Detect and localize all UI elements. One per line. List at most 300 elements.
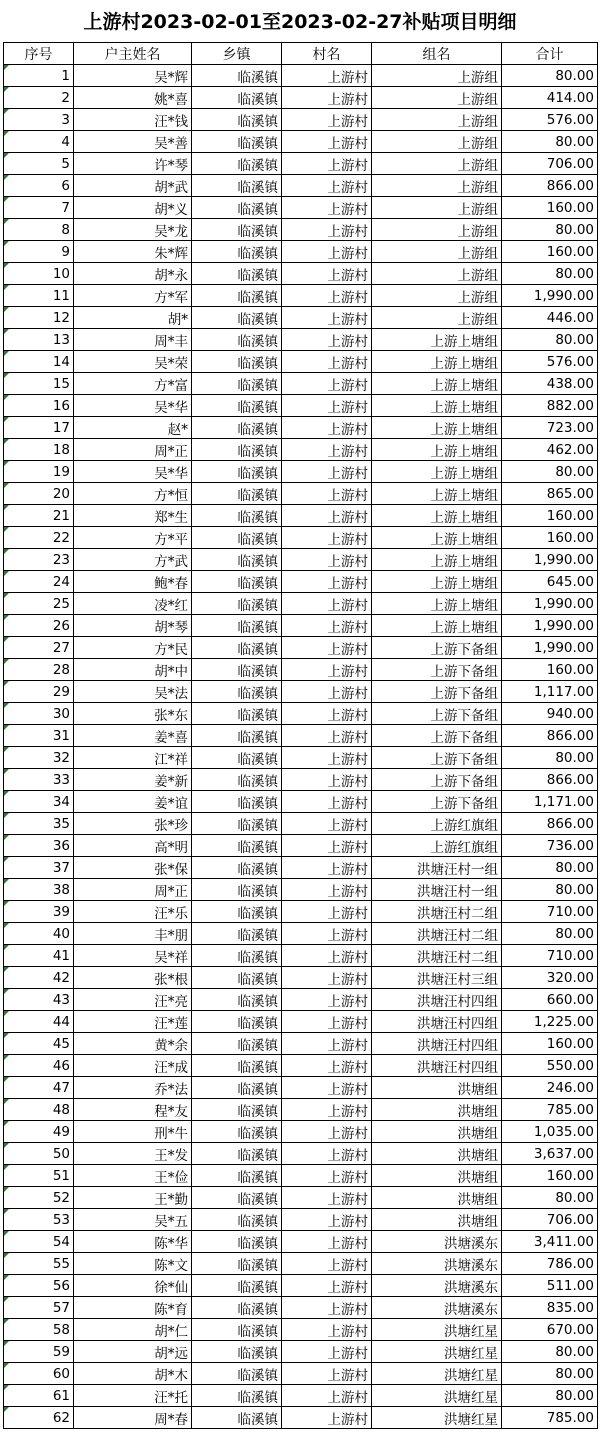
town-cell: 临溪镇: [192, 1341, 282, 1363]
village-cell: 上游村: [282, 879, 372, 901]
town-cell: 临溪镇: [192, 1385, 282, 1407]
householder-name-cell: 吴*五: [74, 1209, 192, 1231]
total-cell: 835.00: [502, 1297, 598, 1319]
table-row: [4, 1033, 598, 1055]
group-cell: 洪塘汪村四组: [372, 1033, 502, 1055]
householder-name-cell: 张*东: [74, 703, 192, 725]
table-row: [4, 1231, 598, 1253]
table-row: [4, 1385, 598, 1407]
village-cell: 上游村: [282, 65, 372, 87]
group-cell: 洪塘溪东: [372, 1253, 502, 1275]
table-row: [4, 219, 598, 241]
householder-name-cell: 陈*育: [74, 1297, 192, 1319]
town-cell: 临溪镇: [192, 1209, 282, 1231]
total-cell: 1,990.00: [502, 549, 598, 571]
row-index-cell: 46: [4, 1055, 74, 1077]
row-index-cell: 4: [4, 131, 74, 153]
total-cell: 645.00: [502, 571, 598, 593]
group-cell: 上游上塘组: [372, 395, 502, 417]
header-total: 合计: [502, 43, 598, 65]
village-cell: 上游村: [282, 197, 372, 219]
village-cell: 上游村: [282, 725, 372, 747]
group-cell: 上游红旗组: [372, 835, 502, 857]
householder-name-cell: 汪*乐: [74, 901, 192, 923]
table-row: [4, 1407, 598, 1429]
total-cell: 866.00: [502, 813, 598, 835]
table-row: [4, 571, 598, 593]
village-cell: 上游村: [282, 527, 372, 549]
group-cell: 洪塘溪东: [372, 1231, 502, 1253]
row-index-cell: 28: [4, 659, 74, 681]
total-cell: 3,637.00: [502, 1143, 598, 1165]
village-cell: 上游村: [282, 505, 372, 527]
row-index-cell: 23: [4, 549, 74, 571]
table-row: [4, 989, 598, 1011]
group-cell: 洪塘汪村二组: [372, 901, 502, 923]
town-cell: 临溪镇: [192, 549, 282, 571]
total-cell: 446.00: [502, 307, 598, 329]
village-cell: 上游村: [282, 681, 372, 703]
total-cell: 80.00: [502, 747, 598, 769]
householder-name-cell: 刑*牛: [74, 1121, 192, 1143]
group-cell: 上游组: [372, 263, 502, 285]
group-cell: 上游上塘组: [372, 527, 502, 549]
total-cell: 1,225.00: [502, 1011, 598, 1033]
group-cell: 洪塘汪村四组: [372, 1011, 502, 1033]
total-cell: 80.00: [502, 857, 598, 879]
table-row: [4, 967, 598, 989]
householder-name-cell: 周*丰: [74, 329, 192, 351]
table-row: [4, 175, 598, 197]
village-cell: 上游村: [282, 373, 372, 395]
town-cell: 临溪镇: [192, 1319, 282, 1341]
group-cell: 上游上塘组: [372, 439, 502, 461]
total-cell: 706.00: [502, 153, 598, 175]
town-cell: 临溪镇: [192, 703, 282, 725]
town-cell: 临溪镇: [192, 1363, 282, 1385]
village-cell: 上游村: [282, 549, 372, 571]
town-cell: 临溪镇: [192, 1055, 282, 1077]
table-row: [4, 351, 598, 373]
town-cell: 临溪镇: [192, 527, 282, 549]
total-cell: 80.00: [502, 879, 598, 901]
village-cell: 上游村: [282, 593, 372, 615]
total-cell: 1,990.00: [502, 593, 598, 615]
householder-name-cell: 姜*谊: [74, 791, 192, 813]
town-cell: 临溪镇: [192, 197, 282, 219]
town-cell: 临溪镇: [192, 219, 282, 241]
village-cell: 上游村: [282, 285, 372, 307]
group-cell: 上游下备组: [372, 681, 502, 703]
row-index-cell: 45: [4, 1033, 74, 1055]
town-cell: 临溪镇: [192, 153, 282, 175]
total-cell: 550.00: [502, 1055, 598, 1077]
table-row: [4, 439, 598, 461]
group-cell: 上游组: [372, 175, 502, 197]
village-cell: 上游村: [282, 263, 372, 285]
householder-name-cell: 周*春: [74, 1407, 192, 1429]
row-index-cell: 58: [4, 1319, 74, 1341]
total-cell: 1,117.00: [502, 681, 598, 703]
table-row: [4, 417, 598, 439]
row-index-cell: 20: [4, 483, 74, 505]
householder-name-cell: 鲍*春: [74, 571, 192, 593]
total-cell: 80.00: [502, 1363, 598, 1385]
row-index-cell: 55: [4, 1253, 74, 1275]
total-cell: 462.00: [502, 439, 598, 461]
village-cell: 上游村: [282, 1143, 372, 1165]
town-cell: 临溪镇: [192, 1187, 282, 1209]
town-cell: 临溪镇: [192, 835, 282, 857]
group-cell: 洪塘红星: [372, 1363, 502, 1385]
town-cell: 临溪镇: [192, 263, 282, 285]
row-index-cell: 48: [4, 1099, 74, 1121]
row-index-cell: 41: [4, 945, 74, 967]
header-index: 序号: [4, 43, 74, 65]
village-cell: 上游村: [282, 747, 372, 769]
householder-name-cell: 徐*仙: [74, 1275, 192, 1297]
village-cell: 上游村: [282, 329, 372, 351]
table-row: [4, 637, 598, 659]
group-cell: 上游下备组: [372, 637, 502, 659]
group-cell: 上游下备组: [372, 703, 502, 725]
group-cell: 洪塘溪东: [372, 1275, 502, 1297]
row-index-cell: 35: [4, 813, 74, 835]
total-cell: 710.00: [502, 945, 598, 967]
householder-name-cell: 陈*文: [74, 1253, 192, 1275]
table-body: [4, 65, 598, 1429]
town-cell: 临溪镇: [192, 483, 282, 505]
total-cell: 80.00: [502, 131, 598, 153]
village-cell: 上游村: [282, 439, 372, 461]
table-row: [4, 1099, 598, 1121]
row-index-cell: 51: [4, 1165, 74, 1187]
total-cell: 80.00: [502, 1341, 598, 1363]
group-cell: 洪塘组: [372, 1077, 502, 1099]
village-cell: 上游村: [282, 1363, 372, 1385]
town-cell: 临溪镇: [192, 923, 282, 945]
town-cell: 临溪镇: [192, 945, 282, 967]
table-row: [4, 1319, 598, 1341]
group-cell: 上游下备组: [372, 725, 502, 747]
row-index-cell: 18: [4, 439, 74, 461]
total-cell: 80.00: [502, 923, 598, 945]
village-cell: 上游村: [282, 109, 372, 131]
header-town: 乡镇: [192, 43, 282, 65]
row-index-cell: 44: [4, 1011, 74, 1033]
total-cell: 723.00: [502, 417, 598, 439]
row-index-cell: 56: [4, 1275, 74, 1297]
row-index-cell: 1: [4, 65, 74, 87]
total-cell: 160.00: [502, 1165, 598, 1187]
village-cell: 上游村: [282, 1407, 372, 1429]
householder-name-cell: 凌*红: [74, 593, 192, 615]
householder-name-cell: 胡*义: [74, 197, 192, 219]
town-cell: 临溪镇: [192, 1033, 282, 1055]
town-cell: 临溪镇: [192, 769, 282, 791]
row-index-cell: 57: [4, 1297, 74, 1319]
group-cell: 洪塘组: [372, 1165, 502, 1187]
town-cell: 临溪镇: [192, 659, 282, 681]
subsidy-table: [3, 42, 598, 1429]
householder-name-cell: 吴*华: [74, 395, 192, 417]
householder-name-cell: 胡*永: [74, 263, 192, 285]
table-row: [4, 879, 598, 901]
town-cell: 临溪镇: [192, 989, 282, 1011]
total-cell: 80.00: [502, 1187, 598, 1209]
town-cell: 临溪镇: [192, 1165, 282, 1187]
town-cell: 临溪镇: [192, 615, 282, 637]
householder-name-cell: 胡*: [74, 307, 192, 329]
householder-name-cell: 周*正: [74, 879, 192, 901]
total-cell: 1,990.00: [502, 637, 598, 659]
householder-name-cell: 胡*仁: [74, 1319, 192, 1341]
village-cell: 上游村: [282, 1319, 372, 1341]
total-cell: 160.00: [502, 505, 598, 527]
table-row: [4, 901, 598, 923]
householder-name-cell: 赵*: [74, 417, 192, 439]
village-cell: 上游村: [282, 1385, 372, 1407]
page-title: 上游村2023-02-01至2023-02-27补贴项目明细: [83, 11, 517, 33]
row-index-cell: 53: [4, 1209, 74, 1231]
group-cell: 上游组: [372, 285, 502, 307]
row-index-cell: 7: [4, 197, 74, 219]
village-cell: 上游村: [282, 461, 372, 483]
householder-name-cell: 朱*辉: [74, 241, 192, 263]
group-cell: 上游上塘组: [372, 549, 502, 571]
town-cell: 临溪镇: [192, 1077, 282, 1099]
town-cell: 临溪镇: [192, 571, 282, 593]
total-cell: 882.00: [502, 395, 598, 417]
table-row: [4, 241, 598, 263]
group-cell: 上游上塘组: [372, 461, 502, 483]
table-row: [4, 307, 598, 329]
group-cell: 上游红旗组: [372, 813, 502, 835]
householder-name-cell: 郑*生: [74, 505, 192, 527]
village-cell: 上游村: [282, 175, 372, 197]
total-cell: 160.00: [502, 659, 598, 681]
row-index-cell: 40: [4, 923, 74, 945]
row-index-cell: 10: [4, 263, 74, 285]
village-cell: 上游村: [282, 769, 372, 791]
total-cell: 1,990.00: [502, 285, 598, 307]
village-cell: 上游村: [282, 483, 372, 505]
town-cell: 临溪镇: [192, 1011, 282, 1033]
householder-name-cell: 姜*新: [74, 769, 192, 791]
householder-name-cell: 张*珍: [74, 813, 192, 835]
group-cell: 上游上塘组: [372, 351, 502, 373]
town-cell: 临溪镇: [192, 747, 282, 769]
total-cell: 576.00: [502, 109, 598, 131]
village-cell: 上游村: [282, 1011, 372, 1033]
table-row: [4, 131, 598, 153]
table-row: [4, 747, 598, 769]
group-cell: 上游组: [372, 241, 502, 263]
table-row: [4, 263, 598, 285]
row-index-cell: 33: [4, 769, 74, 791]
table-row: [4, 1077, 598, 1099]
village-cell: 上游村: [282, 989, 372, 1011]
householder-name-cell: 胡*木: [74, 1363, 192, 1385]
table-row: [4, 923, 598, 945]
householder-name-cell: 汪*钱: [74, 109, 192, 131]
table-row: [4, 1187, 598, 1209]
total-cell: 1,035.00: [502, 1121, 598, 1143]
village-cell: 上游村: [282, 351, 372, 373]
group-cell: 上游组: [372, 65, 502, 87]
town-cell: 临溪镇: [192, 813, 282, 835]
table-row: [4, 1143, 598, 1165]
table-row: [4, 505, 598, 527]
table-row: [4, 857, 598, 879]
householder-name-cell: 吴*龙: [74, 219, 192, 241]
table-row: [4, 483, 598, 505]
total-cell: 866.00: [502, 175, 598, 197]
row-index-cell: 29: [4, 681, 74, 703]
householder-name-cell: 张*保: [74, 857, 192, 879]
village-cell: 上游村: [282, 967, 372, 989]
town-cell: 临溪镇: [192, 1099, 282, 1121]
town-cell: 临溪镇: [192, 65, 282, 87]
village-cell: 上游村: [282, 1121, 372, 1143]
table-row: [4, 1275, 598, 1297]
table-row: [4, 813, 598, 835]
village-cell: 上游村: [282, 703, 372, 725]
householder-name-cell: 乔*法: [74, 1077, 192, 1099]
row-index-cell: 17: [4, 417, 74, 439]
row-index-cell: 62: [4, 1407, 74, 1429]
total-cell: 660.00: [502, 989, 598, 1011]
table-row: [4, 461, 598, 483]
table-row: [4, 197, 598, 219]
village-cell: 上游村: [282, 241, 372, 263]
group-cell: 上游组: [372, 219, 502, 241]
group-cell: 洪塘汪村四组: [372, 989, 502, 1011]
total-cell: 80.00: [502, 461, 598, 483]
town-cell: 临溪镇: [192, 461, 282, 483]
householder-name-cell: 张*根: [74, 967, 192, 989]
header-village: 村名: [282, 43, 372, 65]
householder-name-cell: 吴*荣: [74, 351, 192, 373]
householder-name-cell: 姚*喜: [74, 87, 192, 109]
village-cell: 上游村: [282, 153, 372, 175]
total-cell: 786.00: [502, 1253, 598, 1275]
table-row: [4, 87, 598, 109]
table-row: [4, 659, 598, 681]
row-index-cell: 39: [4, 901, 74, 923]
total-cell: 80.00: [502, 219, 598, 241]
group-cell: 上游上塘组: [372, 615, 502, 637]
group-cell: 洪塘组: [372, 1143, 502, 1165]
householder-name-cell: 吴*祥: [74, 945, 192, 967]
town-cell: 临溪镇: [192, 307, 282, 329]
village-cell: 上游村: [282, 791, 372, 813]
village-cell: 上游村: [282, 1033, 372, 1055]
total-cell: 710.00: [502, 901, 598, 923]
total-cell: 511.00: [502, 1275, 598, 1297]
table-row: [4, 527, 598, 549]
village-cell: 上游村: [282, 307, 372, 329]
row-index-cell: 14: [4, 351, 74, 373]
village-cell: 上游村: [282, 945, 372, 967]
town-cell: 临溪镇: [192, 879, 282, 901]
householder-name-cell: 姜*喜: [74, 725, 192, 747]
header-row: [4, 43, 598, 65]
householder-name-cell: 黄*余: [74, 1033, 192, 1055]
town-cell: 临溪镇: [192, 857, 282, 879]
village-cell: 上游村: [282, 571, 372, 593]
village-cell: 上游村: [282, 901, 372, 923]
total-cell: 160.00: [502, 1033, 598, 1055]
town-cell: 临溪镇: [192, 329, 282, 351]
row-index-cell: 31: [4, 725, 74, 747]
total-cell: 785.00: [502, 1407, 598, 1429]
total-cell: 576.00: [502, 351, 598, 373]
total-cell: 866.00: [502, 725, 598, 747]
town-cell: 临溪镇: [192, 1297, 282, 1319]
householder-name-cell: 高*明: [74, 835, 192, 857]
table-row: [4, 681, 598, 703]
row-index-cell: 3: [4, 109, 74, 131]
group-cell: 上游组: [372, 307, 502, 329]
spreadsheet: [3, 2, 597, 1429]
village-cell: 上游村: [282, 1297, 372, 1319]
village-cell: 上游村: [282, 395, 372, 417]
total-cell: 1,990.00: [502, 615, 598, 637]
town-cell: 临溪镇: [192, 109, 282, 131]
row-index-cell: 9: [4, 241, 74, 263]
row-index-cell: 26: [4, 615, 74, 637]
row-index-cell: 59: [4, 1341, 74, 1363]
row-index-cell: 52: [4, 1187, 74, 1209]
total-cell: 160.00: [502, 241, 598, 263]
row-index-cell: 12: [4, 307, 74, 329]
table-row: [4, 593, 598, 615]
village-cell: 上游村: [282, 615, 372, 637]
row-index-cell: 37: [4, 857, 74, 879]
town-cell: 临溪镇: [192, 1231, 282, 1253]
village-cell: 上游村: [282, 1341, 372, 1363]
total-cell: 80.00: [502, 329, 598, 351]
table-row: [4, 1363, 598, 1385]
householder-name-cell: 吴*辉: [74, 65, 192, 87]
householder-name-cell: 方*恒: [74, 483, 192, 505]
group-cell: 上游组: [372, 153, 502, 175]
householder-name-cell: 江*祥: [74, 747, 192, 769]
row-index-cell: 2: [4, 87, 74, 109]
group-cell: 上游上塘组: [372, 373, 502, 395]
group-cell: 洪塘红星: [372, 1319, 502, 1341]
village-cell: 上游村: [282, 659, 372, 681]
householder-name-cell: 胡*远: [74, 1341, 192, 1363]
village-cell: 上游村: [282, 1253, 372, 1275]
row-index-cell: 5: [4, 153, 74, 175]
table-row: [4, 549, 598, 571]
town-cell: 临溪镇: [192, 1143, 282, 1165]
group-cell: 洪塘汪村一组: [372, 857, 502, 879]
total-cell: 736.00: [502, 835, 598, 857]
householder-name-cell: 王*俭: [74, 1165, 192, 1187]
group-cell: 上游组: [372, 131, 502, 153]
total-cell: 160.00: [502, 527, 598, 549]
header-group: 组名: [372, 43, 502, 65]
town-cell: 临溪镇: [192, 681, 282, 703]
table-row: [4, 65, 598, 87]
householder-name-cell: 汪*亮: [74, 989, 192, 1011]
village-cell: 上游村: [282, 857, 372, 879]
householder-name-cell: 吴*法: [74, 681, 192, 703]
table-row: [4, 109, 598, 131]
